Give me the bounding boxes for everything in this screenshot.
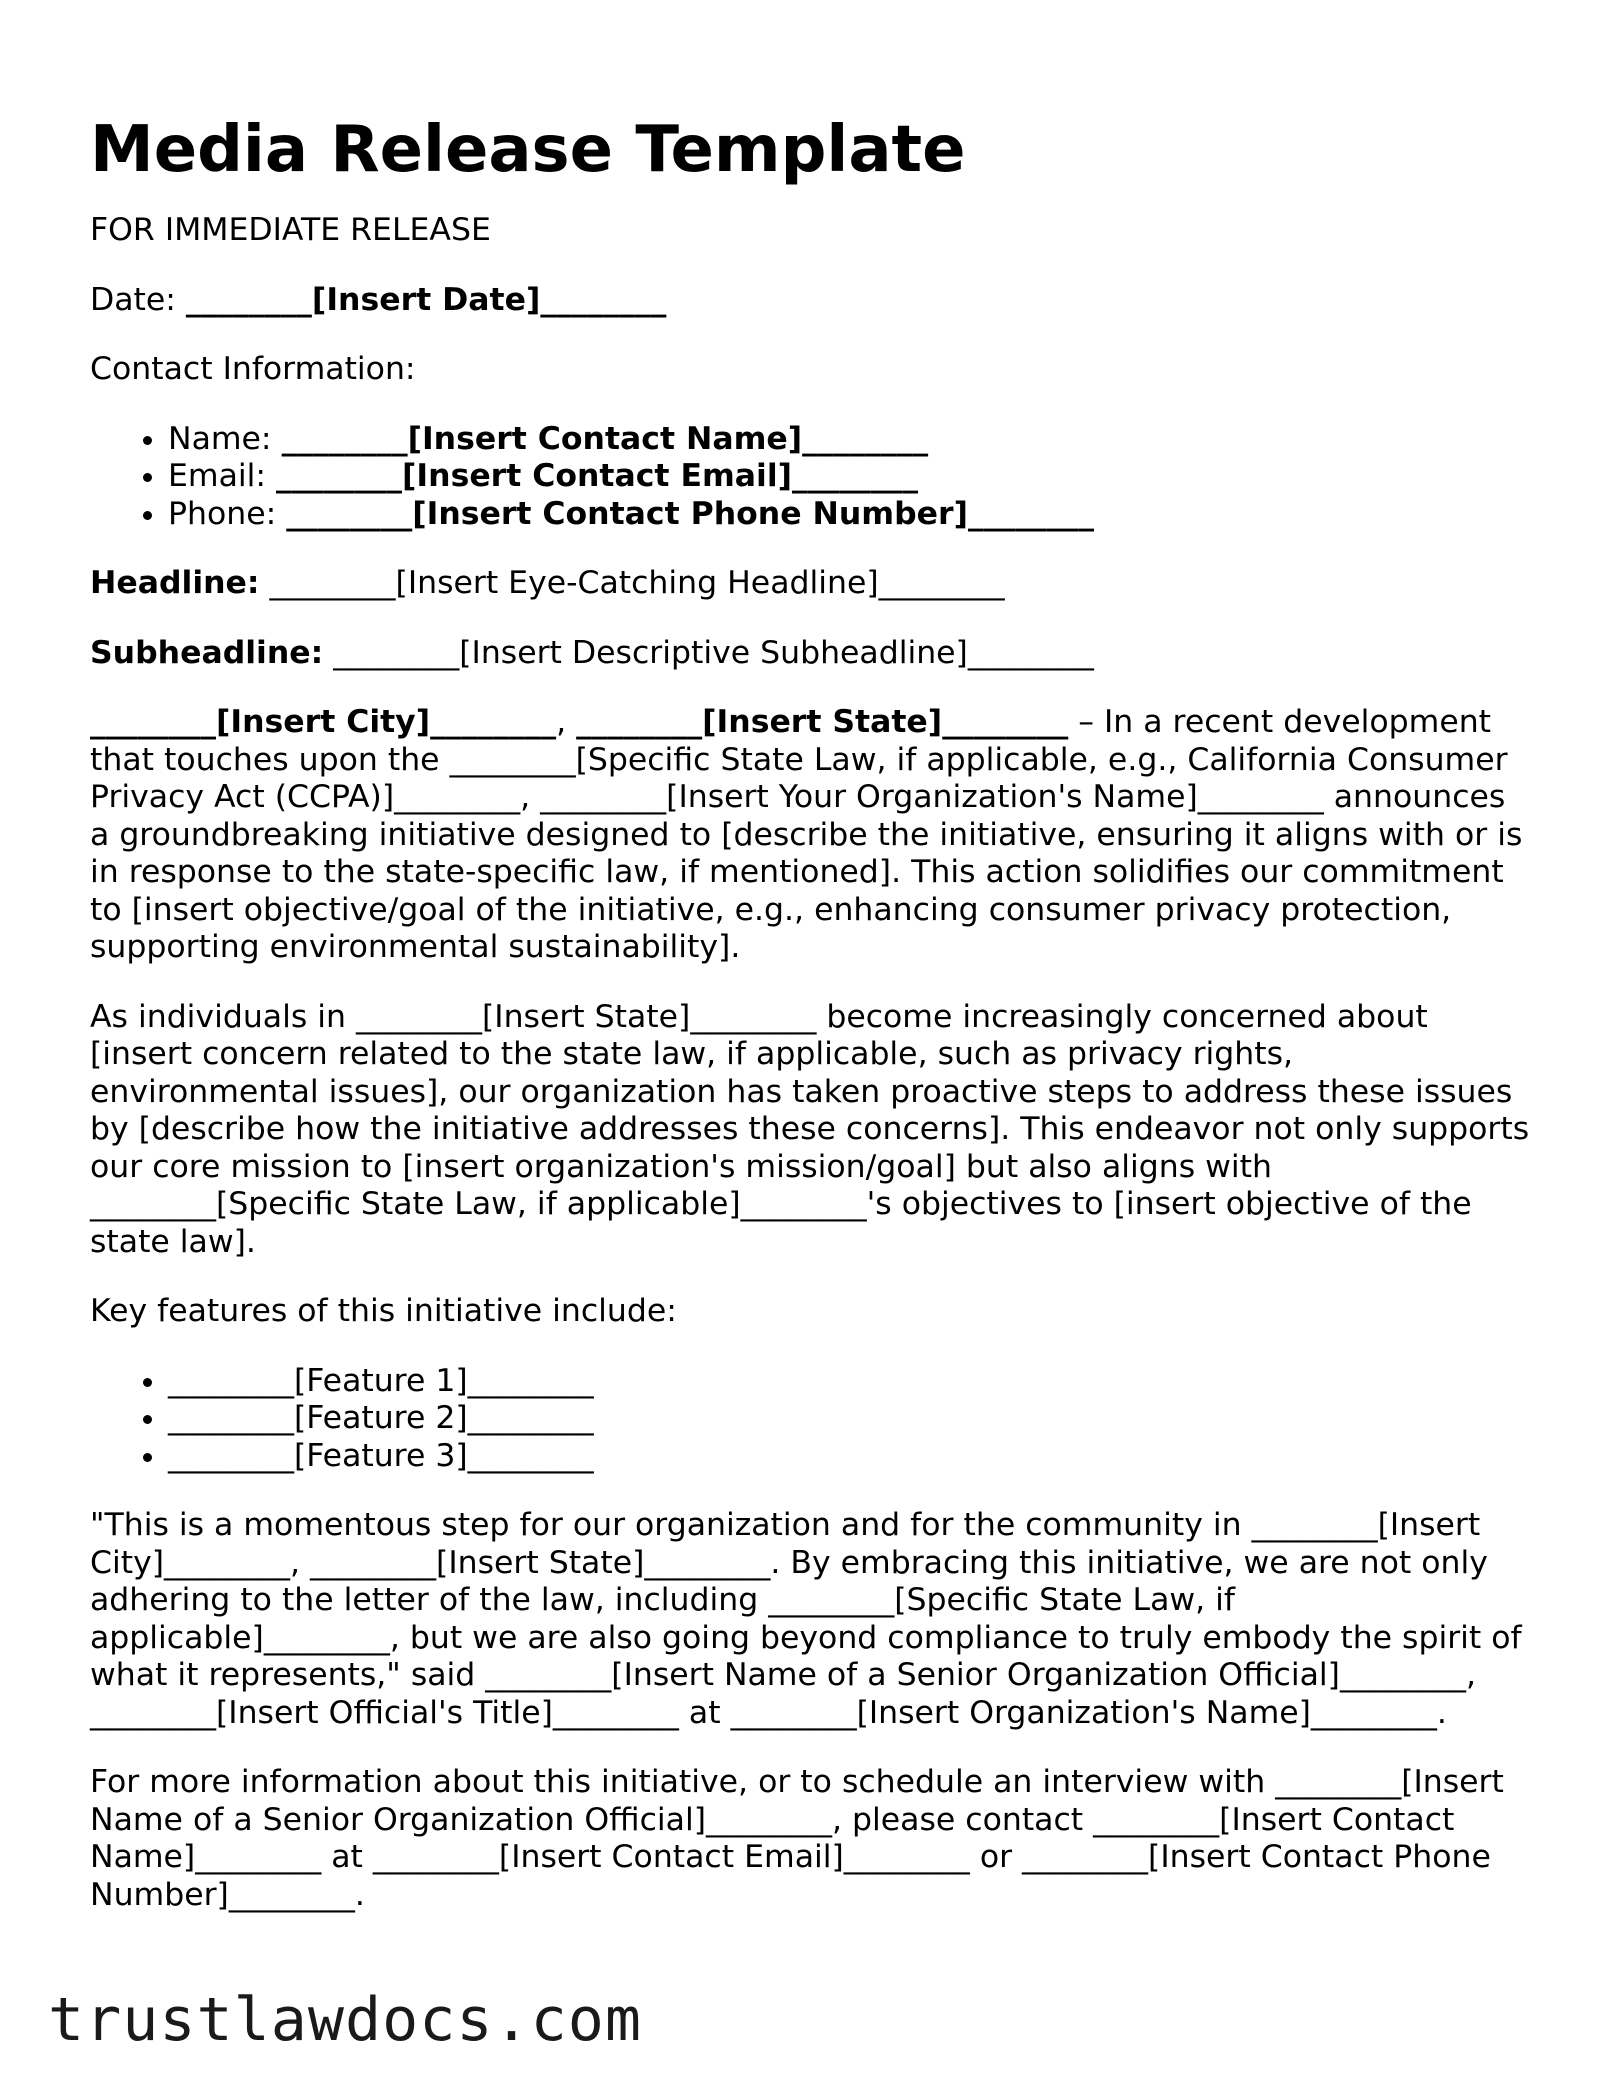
intro-state: ________[Insert State]________ bbox=[576, 704, 1069, 740]
intro-body: – In a recent development that touches upon the ________[Specific State Law, if applicable, e.g., California Consumer Privacy Act (CCPA)]________, ________[Insert Your Organization's Name]________ announces a groundbreaking initiative designed to [describe the initiative, ensuring it aligns with or is in response to the state-specific law, if mentioned]. This action solidifies our commitment to [insert objective/goal of the initiative, e.g., enhancing consumer privacy protection, supporting environmental sustainability]. bbox=[90, 704, 1523, 965]
contact-blank: ________[Insert Contact Phone Number]________ bbox=[286, 495, 1094, 532]
contact-item-phone bbox=[168, 496, 1530, 534]
contact-heading: Contact Information: bbox=[90, 351, 416, 387]
headline-text: ________[Insert Eye-Catching Headline]________ bbox=[259, 565, 1005, 601]
document-page bbox=[90, 110, 1530, 1946]
feature-item: • ________[Feature 3]________ bbox=[168, 1438, 1530, 1476]
contact-list bbox=[90, 421, 1530, 534]
features-list bbox=[90, 1363, 1530, 1476]
headline-line bbox=[90, 565, 1530, 603]
subheadline-text: ________[Insert Descriptive Subheadline]________ bbox=[323, 634, 1094, 671]
features-heading: Key features of this initiative include: bbox=[90, 1293, 677, 1329]
feature-item: • ________[Feature 2]________ bbox=[168, 1400, 1530, 1438]
watermark-text: trustlawdocs.com bbox=[48, 1985, 642, 2055]
date-line bbox=[90, 282, 1530, 320]
subheadline-line bbox=[90, 635, 1530, 673]
contact-blank: ________[Insert Contact Name]________ bbox=[281, 420, 929, 457]
feature-item: • ________[Feature 1]________ bbox=[168, 1363, 1530, 1401]
contact-label: Name: bbox=[168, 420, 282, 457]
quote-paragraph: "This is a momentous step for our organization and for the community in ________[Insert City]________, ________[Insert State]________. By embracing this initiative, we are not only adhering to the letter of the law, including ________[Specific State Law, if applicable]________, but we are also going beyond compliance to truly embody the spirit of what it represents," said ________[Insert Name of a Senior Organization Official]________, ________[Insert Official's Title]________ at ________[Insert Organization's Name]________. bbox=[90, 1507, 1522, 1731]
contact-item-email bbox=[168, 458, 1530, 496]
concern-paragraph: As individuals in ________[Insert State]________ become increasingly concerned about [insert concern related to the state law, if applicable, such as privacy rights, environmental issues], our organization has taken proactive steps to address these issues by [describe how the initiative addresses these concerns]. This endeavor not only supports our core mission to [insert organization's mission/goal] but also aligns with ________[Specific State Law, if applicable]________'s objectives to [insert objective of the state law]. bbox=[90, 998, 1530, 1260]
contact-label: Email: bbox=[168, 458, 277, 494]
date-blank: ________[Insert Date]________ bbox=[185, 281, 667, 318]
contact-blank: ________[Insert Contact Email]________ bbox=[276, 458, 919, 494]
subheadline-label: Subheadline: bbox=[90, 634, 324, 671]
headline-label: Headline: bbox=[90, 565, 260, 601]
intro-paragraph bbox=[90, 704, 1530, 967]
date-label: Date: bbox=[90, 281, 186, 318]
release-line: FOR IMMEDIATE RELEASE bbox=[90, 212, 491, 248]
contact-label: Phone: bbox=[168, 495, 287, 532]
closing-paragraph: For more information about this initiative, or to schedule an interview with ________[Insert Name of a Senior Organization Official]________, please contact ________[Insert Contact Name]________ at ________[Insert Contact Email]________ or ________[Insert Contact Phone Number]________. bbox=[90, 1764, 1504, 1913]
contact-item-name bbox=[168, 421, 1530, 459]
document-title: Media Release Template bbox=[90, 113, 966, 187]
intro-separator: , bbox=[556, 704, 577, 740]
intro-city: ________[Insert City]________ bbox=[90, 704, 557, 740]
